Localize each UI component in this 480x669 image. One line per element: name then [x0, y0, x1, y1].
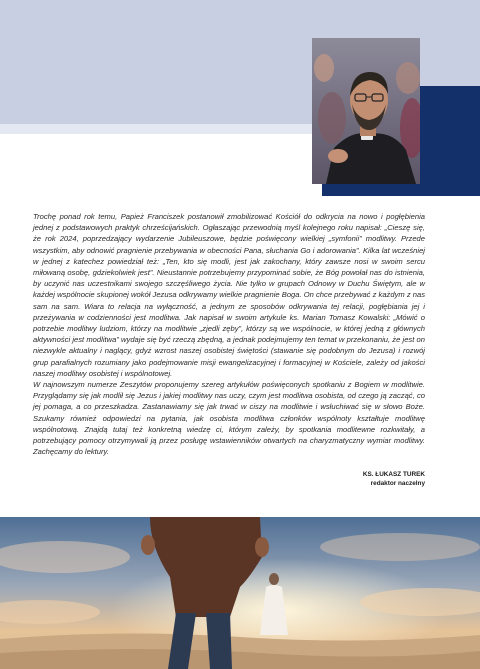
- author-role: redaktor naczelny: [370, 480, 425, 487]
- article-paragraph-2: W najnowszym numerze Zeszytów proponujemy szereg artykułów poświęconych spotkaniu z Bogiem w modlitwie. Przyglądamy się jak modlił się Jezus i jakiej modlitwy nas uczy, czym jest modlitwa osobista, od czego ją zacząć, co jej pomaga, a co przeszkadza. Zastanawiamy się jak trwać w ciszy na modlitwie i wsłuchiwać się w słowo Boże. Szukamy również odpowiedzi na pytania, jak osobista modlitwa członków wspólnoty kształtuje modlitwę wspólnotową. Znajdą tutaj też konkretną wiedzę ci, którym zależy, by spotkania modlitewne rozkwitały, a potrzebujący pomocy otrzymywali ją przez posługę wstawienników otwartych na charyzmatyczny wymiar modlitwy. Zachęcamy do lektury.: [33, 380, 425, 457]
- editor-portrait-photo: [312, 38, 420, 184]
- author-signature: [260, 470, 425, 488]
- editorial-article: [33, 211, 425, 457]
- article-paragraph-1: Trochę ponad rok temu, Papież Franciszek postanowił zmobilizować Kościół do odkrycia na nowo i pogłębienia jednej z podstawowych praktyk chrześcijańskich. Ogłaszając przewodnią myśl kolejnego roku napisał: „Cieszę się, że rok 2024, poprzedzający wydarzenie Jubileuszowe, będzie poświęcony wielkiej „symfonii” modlitwy. Przede wszystkim, aby odnowić pragnienie przebywania w obecności Pana, słuchania Go i adorowania”. Kilka lat wcześniej w jednej z katechez powiedział też: „Ten, kto się modli, jest jak zakochany, który zawsze nosi w swoim sercu miłowaną osobę, gdziekolwiek jest”. Nieustannie potrzebujemy przypominać sobie, że Bóg powołał nas do istnienia, by uczynić nas uczestnikami swojego szczęśliwego życia. Nie tylko w grupach Odnowy w Duchu Świętym, ale w każdej wspólnocie skupionej wokół Jezusa odkrywamy wielkie pragnienie Boga. On chce przebywać z każdym z nas sam na sam. Wiara to relacja na wyłączność, a jednym ze sposobów odkrywania tej relacji, pogłębiania jej i przeżywania w codzienności jest modlitwa. Jak napisał w swoim artykule ks. Marian Tomasz Kowalski: „Mówić o potrzebie modlitwy ludziom, którzy na modlitwie „zjedli zęby”, którzy są we wspólnocie, w której jedną z głównych aktywności jest modlitwa” wydaje się być rzeczą zbędną, a jednak podejmujemy ten temat w przekonaniu, że jest on niezwykle aktualny i naglący, gdyż wzrost naszej osobistej świętości (stawanie się podobnym do Jezusa) i rozwój grup parafialnych rozumiany jako podejmowanie misji ewangelizacyjnej i formacyjnej w Kościele, zależy od jakości naszej modlitwy osobistej i wspólnotowej.: [33, 212, 425, 378]
- desert-walk-photo: [0, 517, 480, 669]
- author-name: KS. ŁUKASZ TUREK: [362, 471, 425, 478]
